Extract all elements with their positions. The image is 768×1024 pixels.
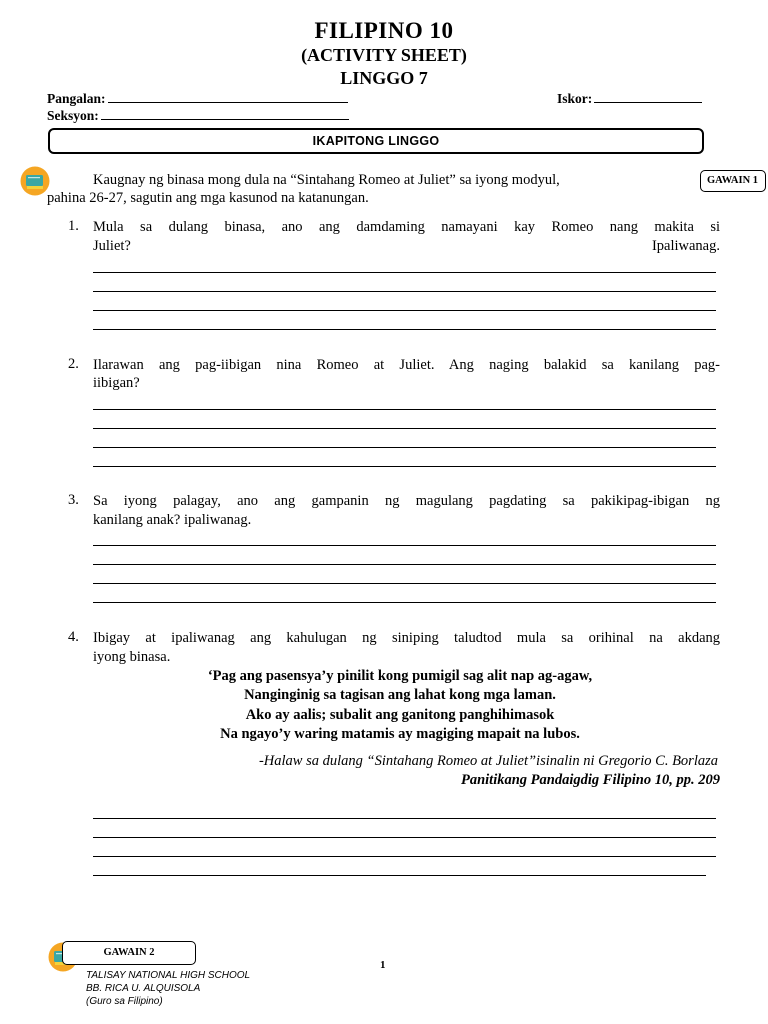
- score-line[interactable]: [594, 90, 702, 103]
- answer-line[interactable]: [93, 818, 716, 819]
- score-field[interactable]: [557, 90, 702, 107]
- answer-line[interactable]: [93, 837, 716, 838]
- footer-teacher: BB. RICA U. ALQUISOLA: [86, 983, 201, 994]
- question-3-line-1: Sa iyong palagay, ano ang gampanin ng magulang pagdating sa pakikipag-ibigan ng: [93, 493, 720, 509]
- name-field[interactable]: [47, 90, 348, 107]
- score-label: Iskor:: [557, 91, 593, 106]
- verse-line: Nanginginig sa tagisan ang lahat kong mga laman.: [244, 687, 556, 703]
- answer-line[interactable]: [93, 875, 706, 876]
- answer-line[interactable]: [93, 583, 716, 584]
- question-1-line-1: Mula sa dulang binasa, ano ang damdaming namayani kay Romeo nang makita si: [93, 219, 720, 235]
- question-2-line-2: iibigan?: [93, 375, 140, 391]
- source-book: Panitikang Pandaigdig Filipino 10, pp. 209: [460, 772, 720, 788]
- source-credit: -Halaw sa dulang “Sintahang Romeo at Juliet”isinalin ni Gregorio C. Borlaza: [258, 753, 718, 769]
- week-banner: IKAPITONG LINGGO: [48, 128, 704, 154]
- answer-line[interactable]: [93, 856, 716, 857]
- answer-line[interactable]: [93, 602, 716, 603]
- week-label: LINGGO 7: [340, 68, 428, 88]
- page-subtitle: (ACTIVITY SHEET): [301, 45, 467, 65]
- verse-line: ‘Pag ang pasensya’y pinilit kong pumigil sag alit nap ag-agaw,: [207, 668, 593, 684]
- gawain1-label: GAWAIN 1: [700, 170, 766, 192]
- answer-line[interactable]: [93, 310, 716, 311]
- answer-line[interactable]: [93, 466, 716, 467]
- footer-role: (Guro sa Filipino): [86, 996, 163, 1007]
- page-title: FILIPINO 10: [314, 18, 454, 43]
- question-number: 1.: [68, 218, 79, 234]
- answer-line[interactable]: [93, 329, 716, 330]
- intro-line-1: Kaugnay ng binasa mong dula na “Sintahang Romeo at Juliet” sa iyong modyul,: [93, 172, 560, 188]
- page-number: 1: [380, 959, 386, 971]
- name-label: Pangalan:: [47, 91, 106, 106]
- question-2-line-1: Ilarawan ang pag-iibigan nina Romeo at Juliet. Ang naging balakid sa kanilang pag-: [93, 357, 720, 373]
- answer-line[interactable]: [93, 409, 716, 410]
- answer-line[interactable]: [93, 428, 716, 429]
- section-field[interactable]: [47, 107, 349, 124]
- gawain2-label: GAWAIN 2: [62, 941, 196, 965]
- answer-line[interactable]: [93, 272, 716, 273]
- name-line[interactable]: [108, 90, 348, 103]
- section-line[interactable]: [101, 107, 349, 120]
- question-number: 3.: [68, 492, 79, 508]
- verse-line: Ako ay aalis; subalit ang ganitong panghihimasok: [245, 707, 555, 723]
- answer-line[interactable]: [93, 564, 716, 565]
- answer-line[interactable]: [93, 447, 716, 448]
- verse-line: Na ngayo’y waring matamis ay magiging mapait na lubos.: [220, 726, 580, 742]
- answer-line[interactable]: [93, 545, 716, 546]
- answer-line[interactable]: [93, 291, 716, 292]
- question-4-line-2: iyong binasa.: [93, 649, 171, 665]
- book-icon: [20, 166, 50, 201]
- section-label: Seksyon:: [47, 108, 99, 123]
- intro-line-2: pahina 26-27, sagutin ang mga kasunod na katanungan.: [47, 190, 369, 206]
- question-1-ipaliwanag: Ipaliwanag.: [651, 238, 720, 254]
- question-number: 2.: [68, 356, 79, 372]
- question-1-line-2: Juliet?: [93, 238, 131, 254]
- question-number: 4.: [68, 629, 79, 645]
- question-4-line-1: Ibigay at ipaliwanag ang kahulugan ng siniping taludtod mula sa orihinal na akdang: [93, 630, 720, 646]
- footer-school: TALISAY NATIONAL HIGH SCHOOL: [86, 970, 251, 981]
- question-3-line-2: kanilang anak? ipaliwanag.: [93, 512, 252, 528]
